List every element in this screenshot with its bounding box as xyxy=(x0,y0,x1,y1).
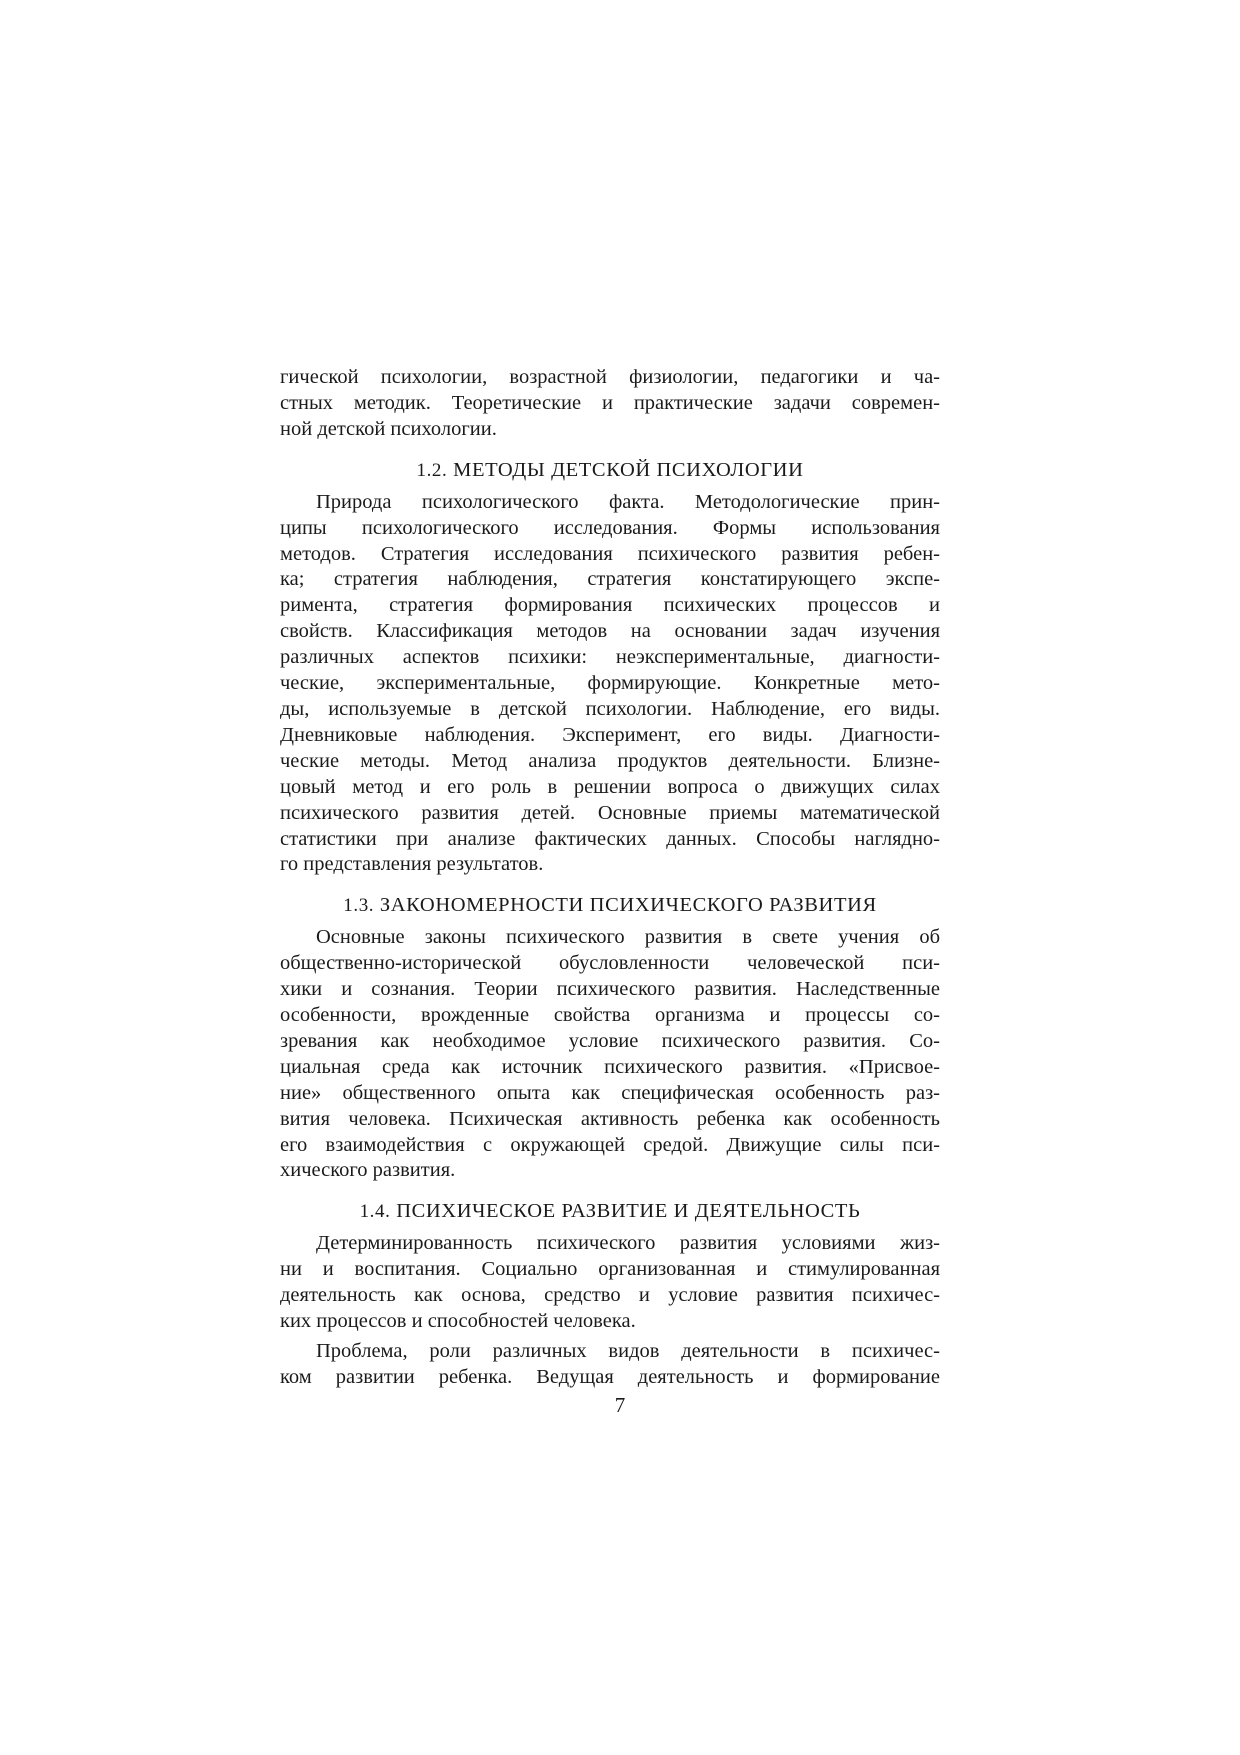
text-line: ческие методы. Метод анализа продуктов деятельности. Близне- xyxy=(280,749,940,772)
text-line: го представления результатов. xyxy=(280,853,544,876)
text-line: деятельность как основа, средство и условие развития психичес- xyxy=(280,1284,940,1307)
intro-paragraph xyxy=(280,365,940,443)
text-line: гической психологии, возрастной физиологии, педагогики и ча- xyxy=(280,366,940,388)
text-line: римента, стратегия формирования психических процессов и xyxy=(280,594,940,617)
text-line: Основные законы психического развития в свете учения об xyxy=(316,926,940,949)
text-line: его взаимодействия с окружающей средой. Движущие силы пси- xyxy=(280,1133,940,1156)
text-line: различных аспектов психики: неэкспериментальные, диагности- xyxy=(280,646,940,669)
section-number: 1.4. xyxy=(359,1201,391,1223)
text-line: хического развития. xyxy=(280,1159,456,1182)
text-line: стных методик. Теоретические и практические задачи современ- xyxy=(280,391,940,414)
text-line: зревания как необходимое условие психического развития. Со- xyxy=(280,1029,940,1052)
section-title: ПСИХИЧЕСКОЕ РАЗВИТИЕ И ДЕЯТЕЛЬНОСТЬ xyxy=(396,1200,861,1223)
text-line: ком развитии ребенка. Ведущая деятельность и формирование xyxy=(280,1365,940,1388)
section-paragraph xyxy=(280,1339,940,1391)
section-number: 1.3. xyxy=(343,895,375,917)
text-line: методов. Стратегия исследования психического развития ребен- xyxy=(280,542,940,565)
section-title: ЗАКОНОМЕРНОСТИ ПСИХИЧЕСКОГО РАЗВИТИЯ xyxy=(379,894,877,917)
text-line: Проблема, роли различных видов деятельности в психичес- xyxy=(316,1340,940,1362)
text-line: ни и воспитания. Социально организованная и стимулированная xyxy=(280,1258,940,1281)
text-line: цовый метод и его роль в решении вопроса о движущих силах xyxy=(280,775,940,798)
section-number: 1.2. xyxy=(416,459,448,481)
text-line: особенности, врожденные свойства организма и процессы со- xyxy=(280,1004,940,1027)
text-line: Дневниковые наблюдения. Эксперимент, его виды. Диагности- xyxy=(280,723,940,746)
section-heading-1-2 xyxy=(280,457,940,484)
text-line: ние» общественного опыта как специфическая особенность раз- xyxy=(280,1081,940,1104)
section-paragraph xyxy=(280,1231,940,1335)
text-line: ципы психологического исследования. Формы использования xyxy=(280,516,940,539)
text-line: ких процессов и способностей человека. xyxy=(280,1310,636,1333)
text-line: статистики при анализе фактических данных. Способы наглядно- xyxy=(280,827,940,850)
text-line: свойств. Классификация методов на основании задач изучения xyxy=(280,620,940,643)
text-line: ды, используемые в детской психологии. Наблюдение, его виды. xyxy=(280,697,940,720)
text-line: Детерминированность психического развития условиями жиз- xyxy=(316,1232,940,1255)
text-line: ка; стратегия наблюдения, стратегия констатирующего экспе- xyxy=(280,568,940,591)
text-line: циальная среда как источник психического развития. «Присвое- xyxy=(280,1055,940,1078)
text-line: психического развития детей. Основные приемы математической xyxy=(280,801,940,824)
section-heading-1-4 xyxy=(280,1198,940,1225)
page-content xyxy=(280,365,940,1391)
text-line: ческие, экспериментальные, формирующие. Конкретные мето- xyxy=(280,672,940,695)
text-line: общественно-исторической обусловленности человеческой пси- xyxy=(280,952,940,975)
text-line: ной детской психологии. xyxy=(280,417,497,440)
section-paragraph xyxy=(280,490,940,879)
page-number: 7 xyxy=(614,1393,626,1417)
section-heading-1-3 xyxy=(280,892,940,919)
text-line: Природа психологического факта. Методологические прин- xyxy=(316,490,940,513)
section-paragraph xyxy=(280,925,940,1184)
section-title: МЕТОДЫ ДЕТСКОЙ ПСИХОЛОГИИ xyxy=(453,458,804,481)
text-line: хики и сознания. Теории психического развития. Наследственные xyxy=(280,978,940,1001)
text-line: вития человека. Психическая активность ребенка как особенность xyxy=(280,1107,940,1130)
